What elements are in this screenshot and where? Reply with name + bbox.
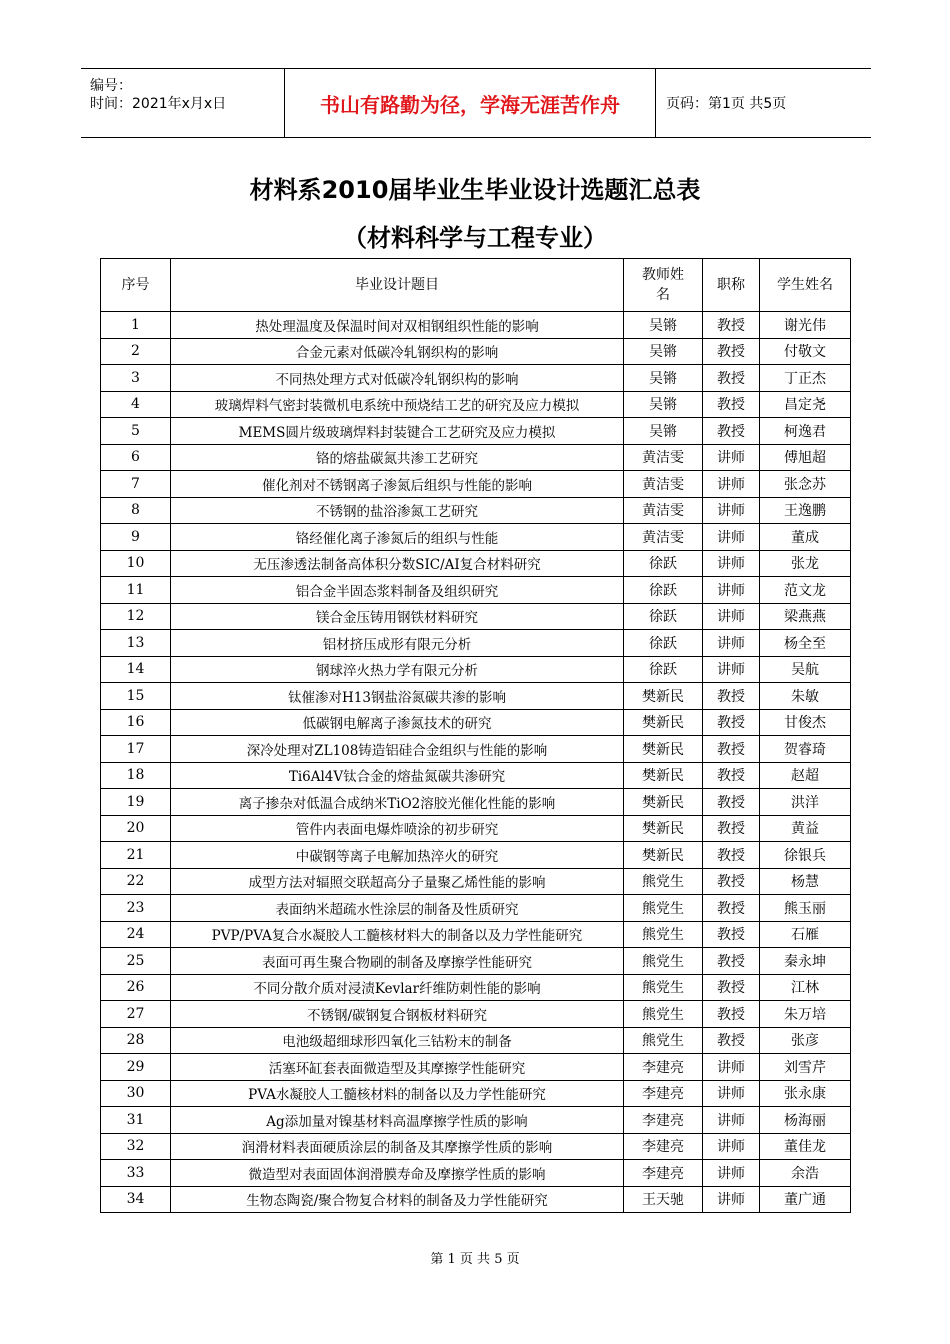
cell-topic: PVP/PVA复合水凝胶人工髓核材料大的制备以及力学性能研究 (171, 921, 624, 948)
cell-topic: 成型方法对辐照交联超高分子量聚乙烯性能的影响 (171, 868, 624, 895)
cell-topic: 铬经催化离子渗氮后的组织与性能 (171, 524, 624, 551)
cell-teacher: 熊党生 (624, 1027, 703, 1054)
table-row (101, 550, 851, 577)
cell-teacher: 樊新民 (624, 815, 703, 842)
cell-student: 吴航 (760, 656, 851, 683)
cell-student: 杨海丽 (760, 1107, 851, 1134)
table-row (101, 365, 851, 392)
table-row (101, 709, 851, 736)
cell-title: 教授 (703, 736, 760, 763)
cell-title: 教授 (703, 815, 760, 842)
cell-title: 教授 (703, 921, 760, 948)
cell-topic: 离子掺杂对低温合成纳米TiO2溶胶光催化性能的影响 (171, 789, 624, 816)
cell-index: 27 (101, 1001, 171, 1028)
cell-index: 11 (101, 577, 171, 604)
cell-teacher: 樊新民 (624, 762, 703, 789)
table-row (101, 338, 851, 365)
table-row (101, 815, 851, 842)
cell-teacher: 徐跃 (624, 656, 703, 683)
header-student: 学生姓名 (760, 259, 851, 312)
cell-topic: 不同分散介质对浸渍Kevlar纤维防刺性能的影响 (171, 974, 624, 1001)
table-row (101, 1160, 851, 1187)
table-row (101, 948, 851, 975)
cell-topic: 中碳钢等离子电解加热淬火的研究 (171, 842, 624, 869)
cell-teacher: 李建亮 (624, 1160, 703, 1187)
cell-index: 8 (101, 497, 171, 524)
table-row (101, 656, 851, 683)
cell-index: 30 (101, 1080, 171, 1107)
cell-title: 讲师 (703, 1054, 760, 1081)
cell-teacher: 吴锵 (624, 418, 703, 445)
cell-student: 王逸鹏 (760, 497, 851, 524)
cell-teacher: 樊新民 (624, 842, 703, 869)
cell-index: 2 (101, 338, 171, 365)
cell-title: 教授 (703, 418, 760, 445)
cell-student: 余浩 (760, 1160, 851, 1187)
cell-topic: 玻璃焊料气密封装微机电系统中预烧结工艺的研究及应力模拟 (171, 391, 624, 418)
cell-title: 教授 (703, 762, 760, 789)
cell-teacher: 李建亮 (624, 1054, 703, 1081)
cell-index: 26 (101, 974, 171, 1001)
cell-student: 付敬文 (760, 338, 851, 365)
cell-student: 董广通 (760, 1186, 851, 1213)
cell-title: 教授 (703, 895, 760, 922)
table-row (101, 789, 851, 816)
cell-topic: 不锈钢的盐浴渗氮工艺研究 (171, 497, 624, 524)
cell-index: 25 (101, 948, 171, 975)
cell-student: 甘俊杰 (760, 709, 851, 736)
cell-teacher: 樊新民 (624, 789, 703, 816)
cell-index: 7 (101, 471, 171, 498)
cell-index: 29 (101, 1054, 171, 1081)
cell-index: 19 (101, 789, 171, 816)
cell-student: 张龙 (760, 550, 851, 577)
cell-topic: 低碳钢电解离子渗氮技术的研究 (171, 709, 624, 736)
cell-student: 谢光伟 (760, 312, 851, 339)
cell-index: 15 (101, 683, 171, 710)
cell-title: 教授 (703, 683, 760, 710)
cell-student: 秦永坤 (760, 948, 851, 975)
cell-student: 杨慧 (760, 868, 851, 895)
cell-topic: 钢球淬火热力学有限元分析 (171, 656, 624, 683)
cell-index: 24 (101, 921, 171, 948)
cell-title: 教授 (703, 338, 760, 365)
cell-teacher: 黄洁雯 (624, 524, 703, 551)
cell-title: 讲师 (703, 1160, 760, 1187)
table-row (101, 603, 851, 630)
cell-title: 讲师 (703, 471, 760, 498)
cell-title: 教授 (703, 1027, 760, 1054)
cell-topic: MEMS圆片级玻璃焊料封装键合工艺研究及应力模拟 (171, 418, 624, 445)
cell-teacher: 吴锵 (624, 312, 703, 339)
table-row (101, 868, 851, 895)
cell-title: 讲师 (703, 444, 760, 471)
cell-student: 柯逸君 (760, 418, 851, 445)
cell-topic: 不锈钢/碳钢复合钢板材料研究 (171, 1001, 624, 1028)
table-row (101, 524, 851, 551)
cell-title: 讲师 (703, 524, 760, 551)
cell-teacher: 吴锵 (624, 391, 703, 418)
header-page-label: 页码：第1页 共5页 (666, 96, 787, 112)
cell-index: 23 (101, 895, 171, 922)
cell-index: 12 (101, 603, 171, 630)
cell-student: 昌定尧 (760, 391, 851, 418)
cell-index: 18 (101, 762, 171, 789)
table-row (101, 683, 851, 710)
cell-teacher: 熊党生 (624, 974, 703, 1001)
cell-title: 讲师 (703, 630, 760, 657)
cell-topic: 铬的熔盐碳氮共渗工艺研究 (171, 444, 624, 471)
cell-teacher: 熊党生 (624, 868, 703, 895)
cell-index: 17 (101, 736, 171, 763)
cell-student: 董成 (760, 524, 851, 551)
table-row (101, 471, 851, 498)
cell-index: 10 (101, 550, 171, 577)
cell-teacher: 熊党生 (624, 895, 703, 922)
cell-student: 丁正杰 (760, 365, 851, 392)
table-row (101, 312, 851, 339)
cell-index: 20 (101, 815, 171, 842)
cell-student: 朱敏 (760, 683, 851, 710)
document-subtitle: （材料科学与工程专业） (343, 224, 607, 252)
header-motto: 书山有路勤为径，学海无涯苦作舟 (284, 69, 656, 137)
cell-teacher: 徐跃 (624, 603, 703, 630)
table-row (101, 1001, 851, 1028)
cell-title: 教授 (703, 842, 760, 869)
table-row (101, 736, 851, 763)
cell-index: 13 (101, 630, 171, 657)
table-header-row (101, 259, 851, 312)
table-row (101, 762, 851, 789)
cell-topic: 润滑材料表面硬质涂层的制备及其摩擦学性质的影响 (171, 1133, 624, 1160)
cell-title: 教授 (703, 974, 760, 1001)
cell-student: 张念苏 (760, 471, 851, 498)
cell-index: 28 (101, 1027, 171, 1054)
cell-student: 朱万培 (760, 1001, 851, 1028)
cell-topic: 管件内表面电爆炸喷涂的初步研究 (171, 815, 624, 842)
cell-topic: 不同热处理方式对低碳冷轧钢织构的影响 (171, 365, 624, 392)
table-row (101, 842, 851, 869)
cell-teacher: 李建亮 (624, 1080, 703, 1107)
cell-teacher: 王天驰 (624, 1186, 703, 1213)
cell-student: 洪洋 (760, 789, 851, 816)
cell-teacher: 黄洁雯 (624, 497, 703, 524)
cell-index: 22 (101, 868, 171, 895)
cell-index: 4 (101, 391, 171, 418)
cell-topic: 电池级超细球形四氧化三钴粉末的制备 (171, 1027, 624, 1054)
cell-teacher: 徐跃 (624, 550, 703, 577)
cell-student: 董佳龙 (760, 1133, 851, 1160)
cell-teacher: 李建亮 (624, 1107, 703, 1134)
cell-index: 3 (101, 365, 171, 392)
cell-topic: 镁合金压铸用钢铁材料研究 (171, 603, 624, 630)
header-index: 序号 (101, 259, 171, 312)
number-label: 编号： (90, 78, 132, 94)
cell-teacher: 吴锵 (624, 365, 703, 392)
cell-teacher: 徐跃 (624, 630, 703, 657)
table-row (101, 1080, 851, 1107)
cell-topic: 活塞环缸套表面微造型及其摩擦学性能研究 (171, 1054, 624, 1081)
cell-index: 33 (101, 1160, 171, 1187)
cell-student: 贺睿琦 (760, 736, 851, 763)
page-footer: 第 1 页 共 5 页 (430, 1252, 520, 1267)
cell-student: 赵超 (760, 762, 851, 789)
header-title: 职称 (703, 259, 760, 312)
cell-teacher: 熊党生 (624, 1001, 703, 1028)
table-row (101, 1133, 851, 1160)
cell-teacher: 黄洁雯 (624, 444, 703, 471)
cell-title: 教授 (703, 948, 760, 975)
table-row (101, 974, 851, 1001)
header-meta (81, 69, 284, 137)
cell-teacher: 熊党生 (624, 921, 703, 948)
cell-teacher: 徐跃 (624, 577, 703, 604)
cell-teacher: 黄洁雯 (624, 471, 703, 498)
table-row (101, 1027, 851, 1054)
cell-index: 6 (101, 444, 171, 471)
cell-title: 讲师 (703, 1080, 760, 1107)
cell-student: 张彦 (760, 1027, 851, 1054)
table-row (101, 895, 851, 922)
cell-title: 讲师 (703, 1107, 760, 1134)
header-teacher: 教师姓名 (624, 259, 703, 312)
cell-topic: 生物态陶瓷/聚合物复合材料的制备及力学性能研究 (171, 1186, 624, 1213)
cell-index: 5 (101, 418, 171, 445)
cell-title: 教授 (703, 868, 760, 895)
cell-topic: 微造型对表面固体润滑膜寿命及摩擦学性质的影响 (171, 1160, 624, 1187)
table-row (101, 921, 851, 948)
cell-topic: 铝合金半固态浆料制备及组织研究 (171, 577, 624, 604)
table-row (101, 391, 851, 418)
table-row (101, 1054, 851, 1081)
cell-title: 教授 (703, 1001, 760, 1028)
cell-teacher: 樊新民 (624, 709, 703, 736)
time-label: 时间：2021年x月x日 (90, 96, 227, 112)
header-topic: 毕业设计题目 (171, 259, 624, 312)
cell-title: 讲师 (703, 1186, 760, 1213)
cell-topic: 铝材挤压成形有限元分析 (171, 630, 624, 657)
cell-index: 31 (101, 1107, 171, 1134)
cell-index: 9 (101, 524, 171, 551)
cell-topic: Ag添加量对镍基材料高温摩擦学性质的影响 (171, 1107, 624, 1134)
cell-index: 1 (101, 312, 171, 339)
table-row (101, 418, 851, 445)
cell-index: 21 (101, 842, 171, 869)
table-row (101, 1107, 851, 1134)
cell-student: 傅旭超 (760, 444, 851, 471)
cell-title: 讲师 (703, 1133, 760, 1160)
cell-title: 讲师 (703, 550, 760, 577)
cell-title: 讲师 (703, 603, 760, 630)
cell-title: 讲师 (703, 577, 760, 604)
cell-title: 讲师 (703, 497, 760, 524)
cell-title: 教授 (703, 709, 760, 736)
table-row (101, 497, 851, 524)
cell-topic: 催化剂对不锈钢离子渗氮后组织与性能的影响 (171, 471, 624, 498)
cell-student: 杨全至 (760, 630, 851, 657)
cell-title: 讲师 (703, 656, 760, 683)
cell-topic: 合金元素对低碳冷轧钢织构的影响 (171, 338, 624, 365)
cell-student: 徐银兵 (760, 842, 851, 869)
page-header (81, 68, 871, 138)
cell-student: 熊玉丽 (760, 895, 851, 922)
cell-student: 石雁 (760, 921, 851, 948)
cell-index: 16 (101, 709, 171, 736)
cell-topic: 深冷处理对ZL108铸造铝硅合金组织与性能的影响 (171, 736, 624, 763)
table-row (101, 577, 851, 604)
cell-title: 教授 (703, 789, 760, 816)
cell-index: 14 (101, 656, 171, 683)
cell-teacher: 吴锵 (624, 338, 703, 365)
cell-index: 32 (101, 1133, 171, 1160)
cell-topic: 表面纳米超疏水性涂层的制备及性质研究 (171, 895, 624, 922)
cell-teacher: 熊党生 (624, 948, 703, 975)
cell-title: 教授 (703, 312, 760, 339)
cell-teacher: 李建亮 (624, 1133, 703, 1160)
cell-student: 张永康 (760, 1080, 851, 1107)
cell-topic: 钛催渗对H13钢盐浴氮碳共渗的影响 (171, 683, 624, 710)
cell-student: 江林 (760, 974, 851, 1001)
cell-topic: PVA水凝胶人工髓核材料的制备以及力学性能研究 (171, 1080, 624, 1107)
table-row (101, 1186, 851, 1213)
cell-student: 刘雪芹 (760, 1054, 851, 1081)
cell-teacher: 樊新民 (624, 736, 703, 763)
cell-student: 梁燕燕 (760, 603, 851, 630)
cell-index: 34 (101, 1186, 171, 1213)
cell-topic: 表面可再生聚合物刷的制备及摩擦学性能研究 (171, 948, 624, 975)
cell-title: 教授 (703, 391, 760, 418)
cell-student: 范文龙 (760, 577, 851, 604)
table-row (101, 630, 851, 657)
cell-teacher: 樊新民 (624, 683, 703, 710)
cell-topic: 无压渗透法制备高体积分数SIC/AI复合材料研究 (171, 550, 624, 577)
topics-table (100, 258, 851, 1213)
cell-topic: 热处理温度及保温时间对双相钢组织性能的影响 (171, 312, 624, 339)
cell-student: 黄益 (760, 815, 851, 842)
document-title: 材料系2010届毕业生毕业设计选题汇总表 (249, 176, 701, 204)
table-row (101, 444, 851, 471)
cell-topic: Ti6Al4V钛合金的熔盐氮碳共渗研究 (171, 762, 624, 789)
cell-title: 教授 (703, 365, 760, 392)
